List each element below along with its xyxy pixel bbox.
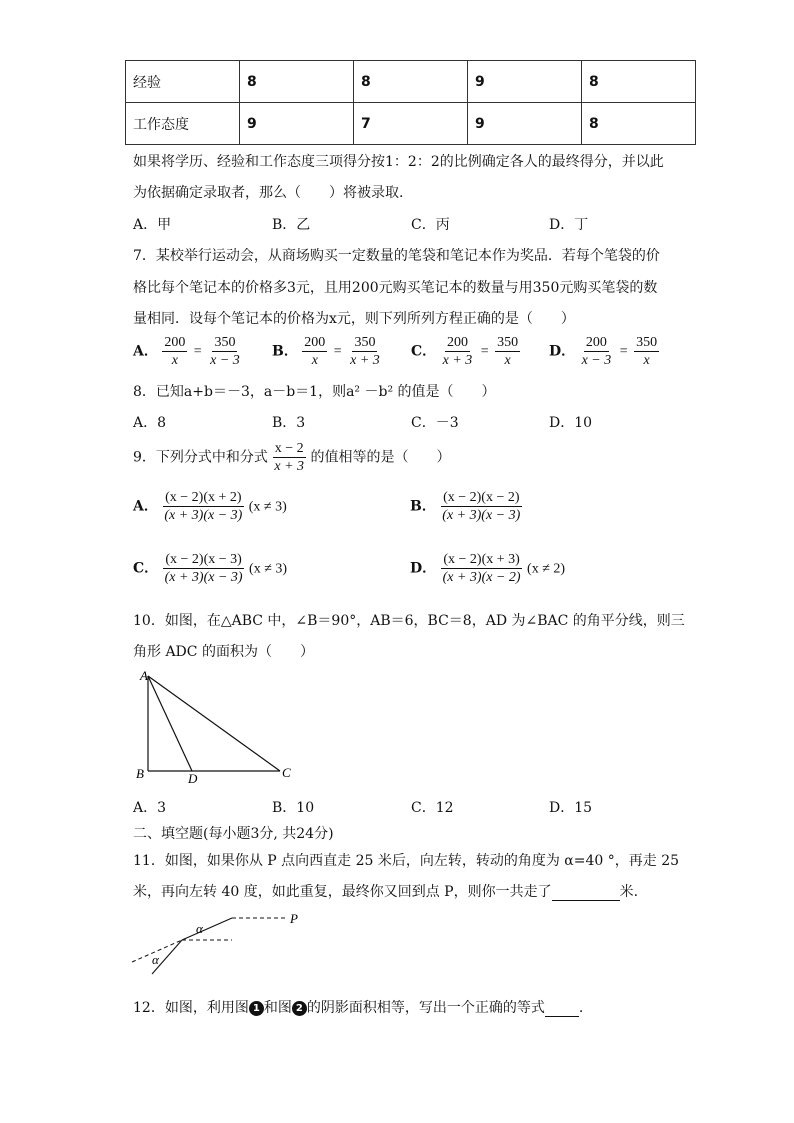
- equals-sign: =: [480, 343, 489, 359]
- row-label: 工作态度: [126, 103, 240, 145]
- fraction: [348, 334, 382, 369]
- triangle-figure: [130, 664, 300, 786]
- numerator: (x − 2)(x + 2): [165, 490, 242, 505]
- q9-option-d: [410, 551, 565, 586]
- table-row: [126, 103, 696, 145]
- option-label: B．: [272, 343, 298, 360]
- table-cell: 8: [582, 103, 696, 145]
- fraction: [441, 334, 475, 369]
- angle-label-alpha: α: [152, 952, 159, 967]
- q9-stem-pre: 9．下列分式中和分式: [133, 449, 268, 466]
- condition: (x ≠ 3): [249, 561, 288, 577]
- denominator: x − 3: [581, 353, 612, 368]
- denominator: x: [311, 353, 318, 368]
- q7-option-b: [272, 334, 382, 369]
- numerator: 350: [354, 335, 376, 350]
- option-label: D．: [549, 343, 576, 360]
- q7-option-c: [411, 334, 520, 369]
- point-label-p: P: [290, 911, 298, 926]
- q6-line1: 如果将学历、经验和工作态度三项得分按1：2：2的比例确定各人的最终得分，并以此: [133, 154, 664, 170]
- table-cell: 8: [240, 61, 354, 103]
- table-cell: 9: [468, 103, 582, 145]
- q12-stem: [133, 997, 583, 1017]
- q9-stem: [133, 440, 451, 475]
- vertex-label-b: B: [136, 766, 144, 781]
- q12-mid: 和图: [263, 1000, 292, 1016]
- denominator: x − 3: [210, 353, 240, 368]
- answer-blank: [552, 884, 620, 901]
- fraction: [162, 489, 244, 524]
- fraction: [162, 334, 187, 369]
- q6-option-b: B．乙: [272, 217, 311, 233]
- numerator: 200: [164, 335, 186, 350]
- fraction: [440, 489, 522, 524]
- point-label-d: D: [188, 771, 198, 786]
- denominator: (x + 3)(x − 3): [164, 570, 243, 585]
- denominator: (x + 3)(x − 2): [442, 570, 521, 585]
- table-row: [126, 61, 696, 103]
- q11-line1: 11．如图，如果你从 P 点向西直走 25 米后，向左转，转动的角度为 α=40 °，再走 25: [133, 853, 680, 869]
- q7-option-d: [549, 334, 659, 369]
- numerator: 200: [304, 335, 326, 350]
- row-label: 经验: [126, 61, 240, 103]
- table-cell: 8: [354, 61, 468, 103]
- q9-option-a: [133, 489, 287, 524]
- table-cell: 9: [468, 61, 582, 103]
- equals-sign: =: [193, 343, 202, 359]
- numerator: 200: [446, 335, 468, 350]
- numerator: (x − 2)(x − 2): [443, 490, 520, 505]
- q8-option-c: C．－3: [411, 415, 459, 431]
- q9-option-b: [410, 489, 522, 524]
- fraction: [495, 334, 520, 369]
- path-figure: [130, 908, 310, 982]
- q10-line2: 角形 ADC 的面积为（ ）: [133, 644, 314, 660]
- q10-option-d: D．15: [549, 800, 593, 816]
- denominator: (x + 3)(x − 3): [442, 508, 521, 523]
- q6-line2: 为依据确定录取者，那么（ ）将被录取.: [133, 185, 404, 201]
- option-label: C．: [411, 343, 437, 360]
- table-cell: 8: [582, 61, 696, 103]
- condition: (x ≠ 2): [527, 561, 566, 577]
- q7-line1: 7．某校举行运动会，从商场购买一定数量的笔袋和笔记本作为奖品．若每个笔袋的价: [133, 248, 660, 264]
- q6-option-c: C．丙: [411, 217, 450, 233]
- q10-option-a: A．3: [133, 800, 167, 816]
- q12-post: 的阴影面积相等，写出一个正确的等式: [306, 1000, 545, 1016]
- option-label: D．: [410, 560, 437, 577]
- answer-blank: [545, 1000, 579, 1017]
- equals-sign: =: [619, 343, 628, 359]
- q9-stem-post: 的值相等的是（ ）: [310, 449, 451, 466]
- numerator: 200: [585, 335, 607, 350]
- q8-option-b: B．3: [272, 415, 306, 431]
- q11-line2-pre: 米，再向左转 40 度，如此重复，最终你又回到点 P，则你一共走了: [133, 884, 552, 900]
- numerator: x − 2: [274, 441, 304, 456]
- q7-line3: 量相同．设每个笔记本的价格为x元，则下列所列方程正确的是（ ）: [133, 311, 575, 327]
- fraction: [302, 334, 327, 369]
- fraction: [272, 440, 306, 475]
- fraction: [208, 334, 242, 369]
- q10-option-c: C．12: [411, 800, 454, 816]
- fraction: [441, 551, 523, 586]
- fraction: [580, 334, 614, 369]
- fraction: [634, 334, 659, 369]
- option-label: A．: [133, 498, 158, 515]
- q10-option-b: B．10: [272, 800, 315, 816]
- option-label: C．: [133, 560, 159, 577]
- score-table: [125, 60, 696, 145]
- option-label: B．: [410, 498, 436, 515]
- numerator: 350: [214, 335, 236, 350]
- denominator: x + 3: [274, 459, 305, 474]
- equals-sign: =: [333, 343, 342, 359]
- numerator: (x − 2)(x + 3): [443, 552, 520, 567]
- q11-line2: [133, 881, 638, 901]
- q12-pre: 12．如图，利用图: [133, 1000, 249, 1016]
- table-cell: 9: [240, 103, 354, 145]
- q7-line2: 格比每个笔记本的价格多3元，且用200元购买笔记本的数量与用350元购买笔袋的数: [133, 280, 658, 296]
- condition: (x ≠ 3): [248, 499, 287, 515]
- q12-end: .: [578, 1000, 584, 1016]
- fraction: [163, 551, 245, 586]
- q7-option-a: [133, 334, 242, 369]
- angle-label-alpha: α: [196, 921, 203, 936]
- denominator: x: [643, 353, 650, 368]
- q8-stem: 8．已知a+b＝－3，a－b＝1，则a² －b² 的值是（ ）: [133, 384, 496, 400]
- circled-number-2: 2: [292, 1001, 307, 1016]
- q6-option-a: A．甲: [133, 217, 172, 233]
- circled-number-1: 1: [249, 1001, 264, 1016]
- denominator: x: [504, 353, 511, 368]
- option-label: A．: [133, 343, 158, 360]
- q11-line2-post: 米.: [619, 884, 639, 900]
- q10-line1: 10．如图，在△ABC 中，∠B＝90°，AB＝6，BC＝8，AD 为∠BAC 的角平分线，则三: [133, 613, 685, 629]
- numerator: 350: [497, 335, 519, 350]
- q9-option-c: [133, 551, 287, 586]
- q6-option-d: D．丁: [549, 217, 589, 233]
- table-cell: 7: [354, 103, 468, 145]
- numerator: (x − 2)(x − 3): [165, 552, 242, 567]
- denominator: x + 3: [442, 353, 473, 368]
- denominator: x + 3: [350, 353, 380, 368]
- vertex-label-a: A: [140, 668, 148, 683]
- numerator: 350: [636, 335, 658, 350]
- section-heading: 二、填空题(每小题3分, 共24分): [133, 826, 334, 842]
- vertex-label-c: C: [282, 765, 291, 780]
- q8-option-d: D．10: [549, 415, 593, 431]
- q8-option-a: A．8: [133, 415, 167, 431]
- denominator: (x + 3)(x − 3): [164, 508, 243, 523]
- denominator: x: [171, 353, 178, 368]
